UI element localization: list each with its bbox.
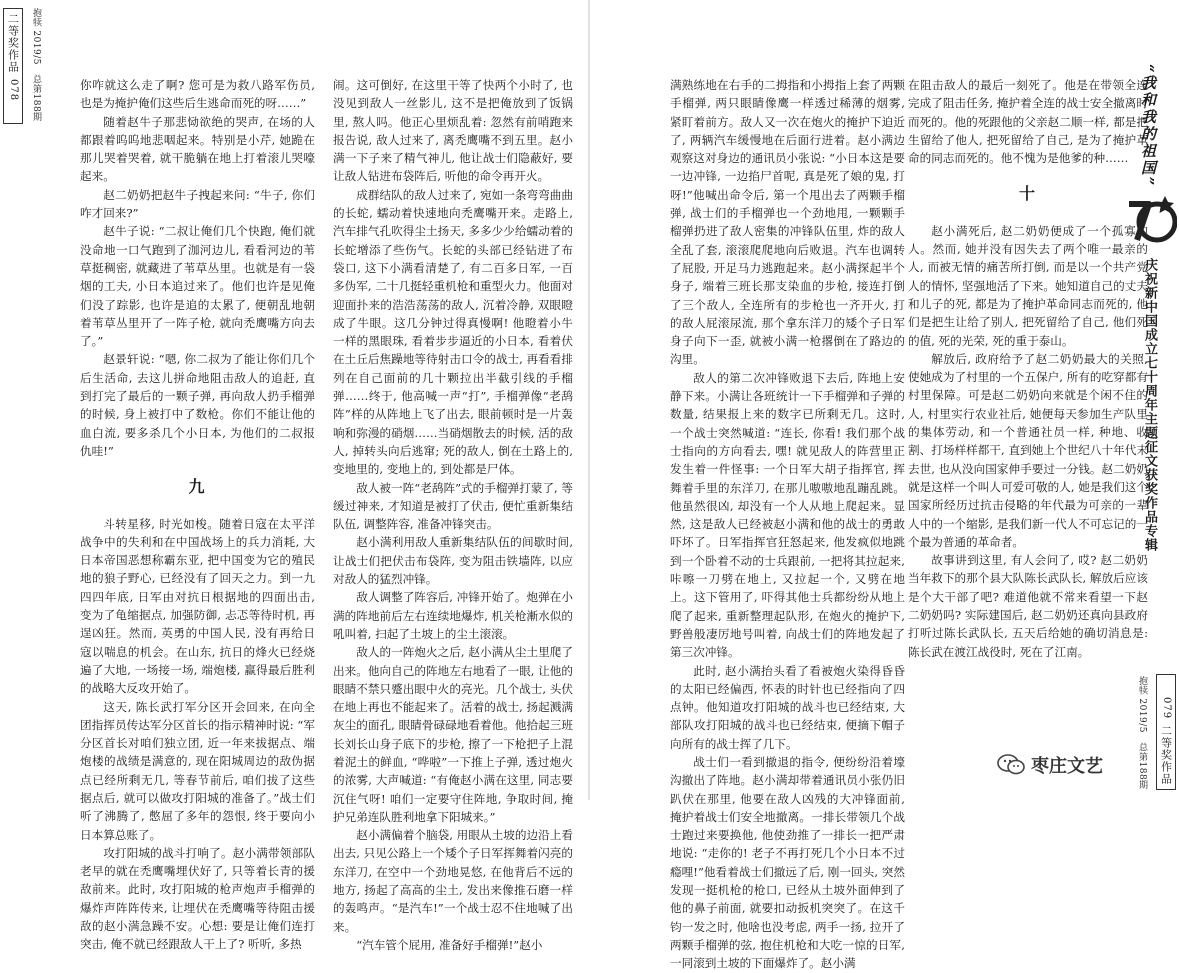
paragraph: 这天, 陈长武打军分区开会回来, 在向全团指挥员传达军分区首长的指示精神时说: “军分区首长对咱们独立团, 近一年来拔据点、端炮楼的战绩是满意的, 现在阳城周边的敌伪据点已经所剩无几, 等春节前后, 咱们拔了这些据点后, 就可以做攻打阳城的准备了。”战士们听了沸腾了, 憋屈了多年的怨恨, 终于要向小日本算总账了。 [80, 699, 315, 842]
paragraph: 战士们一看到撤退的指令, 便纷纷沿着壕沟撤出了阵地。赵小满却带着通讯员小张仍旧趴伏在那里, 他要在敌人凶残的大冲锋面前, 掩护着战士们安全地撤离。一排长带领几个战士跑过来要换他, 他使劲推了一排长一把严肃地说: “走你的! 老子不再打死几个小日本不过瘾哩!”他看着战士们撤远了后, 刚一回头, 突然发现一挺机枪的枪口, 已经从土坡外面伸到了他的鼻子前面, 就要扣动扳机突突了。在这千钧一发之时, 他啥也没考虑, 两手一扬, 拉开了两颗手榴弹的弦, 抱住机枪和大吃一惊的日军, 一同滚到土坡的下面爆炸了。赵小满 [670, 754, 905, 971]
right-page [590, 0, 1179, 971]
seventy-logo-icon [1127, 192, 1177, 248]
paragraph: 赵牛子说: “二叔让俺们几个快跑, 俺们就没命地一口气跑到了泇河边儿, 看看河边的苇草挺稠密, 就藏进了苇草丛里。也就是有一袋烟的工夫, 小日本追过来了。他们也许是见俺们没了踪影, 也许是追的太累了, 便朝乱地朝着苇草丛里开了一阵子枪, 就向禿鹰嘴方向去了。” [80, 224, 315, 349]
paragraph: 攻打阳城的战斗打响了。赵小满带领部队老早的就在禿鹰嘴埋伏好了, 只等着长青的援敌前来。此时, 攻打阳城的枪声炮声手榴弹的爆炸声阵阵传来, 让埋伏在禿鹰嘴等待阻击援敌的赵小满急躁不安。心想: 要是让俺们连打突击, 俺不就已经跟敌人干上了? 听听, 多热 [80, 845, 315, 952]
paragraph: 敌人的第二次冲锋败退下去后, 阵地上安静下来。小满让各班统计一下手榴弹和子弹的数量, 结果报上来的数字已所剩无几。这时, 一个战士突然喊道: “连长, 你看! 我们那个战士指向的方向看去, 嘿! 就见敌人的阵营里正发生着一件怪事: 一个日军大胡子指挥官, 挥舞着手里的东洋刀, 在那儿嗷嗷地乱蹦乱跳。他虽然很凶, 却没有一个人从地上爬起来。显然, 这是敌人已经被赵小满和他的战士的勇敢吓坏了。日军指挥官狂怒起来, 他发疯似地跳到一个卧着不动的士兵跟前, 一把将其拉起来, 咔嚓一刀劈在地上, 又拉起一个, 又劈在地上。这下管用了, 吓得其他士兵都纷纷从地上爬了起来, 重新整理起队形, 在炮火的掩护下, 野兽般凄厉地号叫着, 向战士们的阵地发起了第三次冲锋。 [670, 370, 905, 660]
paragraph: 闹。这可倒好, 在这里干等了快两个小时了, 也没见到敌人一丝影儿, 这不是把俺放到了饭锅里, 熬人吗。他正心里烦乱着: 忽然有前哨跑来报告说, 敌人过来了, 离禿鹰嘴不到五里。赵小满一下子来了精气神儿, 他让战士们隐蔽好, 要让敌人钻进布袋阵后, 听他的命令再开火。 [333, 78, 573, 184]
chapter-heading: 九 [188, 477, 207, 497]
paragraph: 斗转星移, 时光如梭。随着日寇在太平洋战争中的失利和在中国战场上的兵力消耗, 大日本帝国恶想称霸东亚, 把中国变为它的殖民地的狼子野心, 已经没有了回天之力。到一九四四年底, 日军由对抗日根据地的四面出击, 变为了龟缩据点, 加强防御, 忐忑等待时机, 再逞凶狂。然而, 英勇的中国人民, 没有再给日寇以喘息的机会。在山东, 抗日的烽火已经烧遍了大地, 一场接一场, 端炮楼, 赢得最后胜利的战略大反攻开始了。 [80, 516, 315, 696]
paragraph: 赵景轩说: “嗯, 你二叔为了能让你们几个后生活命, 去这儿拼命地阻击敌人的追赶, 直到打完了最后的一颗子弹, 再向敌人扔手榴弹的时候, 身上被打中了数枪。你们不能让他的血白流, 要多杀几个小日本, 为他们的二叔报仇哇!” [80, 352, 315, 458]
chapter-heading: 十 [1018, 184, 1037, 204]
left-column-2 [333, 76, 573, 954]
wechat-icon [997, 754, 1025, 776]
paragraph: 故事讲到这里, 有人会问了, 哎? 赵二奶奶当年救下的那个县大队陈长武队长, 解放后应该是个大干部了吧? 难道他就不常来看望一下赵二奶奶吗? 实际建国后, 赵二奶奶还真向县政府打听过陈长武队长, 五天后给她的确切消息是: 陈长武在渡江战役时, 死在了江南。 [908, 553, 1148, 659]
left-column-1 [80, 76, 315, 954]
left-page [0, 0, 590, 952]
paragraph: 此时, 赵小满抬头看了看被炮火染得昏昏的太阳已经偏西, 怀表的时针也已经指向了四点钟。他知道攻打阳城的战斗也已经结束, 大部队攻打阳城的战斗也已经结束, 便摘下帽子向所有的战士挥了几下。 [670, 663, 905, 751]
emblem-title: 庆祝新中国成立七十周年主题征文获奖作品专辑 [1142, 258, 1157, 552]
right-column-1 [670, 76, 905, 973]
paragraph: 赵小满死后, 赵二奶奶便成了一个孤寡的人。然而, 她并没有因失去了两个唯一最亲的人, 而被无情的痛苦所打倒, 而是以一个共产党人的情怀, 坚强地活了下来。她知道自己的丈夫和儿子的死, 都是为了掩护革命同志而死的, 他们是把生让给了别人, 把死留给了自己, 他们死的值, 死的光荣, 死的重于泰山。 [908, 223, 1148, 348]
emblem-quote: “我和我的祖国” [1139, 64, 1157, 188]
paragraph: 赵二奶奶把赵牛子拽起来问: “牛子, 你们咋才回来?” [80, 187, 315, 221]
paragraph: 满熟练地在右手的二拇指和小拇指上套了两颗手榴弹, 两只眼睛像鹰一样透过稀薄的烟雾, 紧盯着前方。敌人又一次在炮火的掩护下迫近了, 两辆汽车缓慢地在后面行进着。赵小满边观察这对身边的通讯员小张说: “小日本这是要一边冲锋, 一边掐尸首呢, 真是死了娘的鬼, 打呀!”他喊出命令后, 第一个甩出去了两颗手榴弹, 战士们的手榴弹也一个劲地甩, 一颗颗手榴弹扔进了敌人密集的冲锋队伍里, 炸的敌人全乱了套, 滚滚爬爬地向后败退。汽车也调转了屁股, 开足马力逃跑起来。赵小满探起半个身子, 端着三班长那支染血的步枪, 接连打倒了三个敌人, 全连所有的步枪也一齐开火, 打的敌人屁滚尿流, 那个拿东洋刀的矮个子日军身子向下一歪, 就被小满一枪撂倒在了路边的沟里。 [670, 78, 905, 367]
wechat-watermark [991, 750, 1109, 780]
right-column-2 [908, 76, 1148, 661]
tab-label: 二等奖作品 [6, 13, 20, 73]
paragraph: 解放后, 政府给予了赵二奶奶最大的关照, 使她成为了村里的一个五保户, 所有的吃穿都有村里保障。可是赵二奶奶向来就是个闲不住的人, 村里实行农业社后, 她便每天参加生产队里的集体劳动, 和一个普通社员一样, 种地、收割、打场样样都干, 直到她上个世纪八十年代末去世, 也从没向国家伸手要过一分钱。赵二奶奶就是这样一个叫人可爱可敬的人, 她是我们这个国家所经历过抗击侵略的年代最为可亲的一辈人中的一个缩影, 是我们新一代人不可忘记的一个最为普通的革命者。 [908, 351, 1148, 549]
tab-label: 二等奖作品 [1159, 725, 1173, 785]
page-tab-left [3, 8, 23, 124]
page-tab-right [1156, 674, 1176, 790]
issue-meta: 抱犊 2019/5 总第188期 [31, 8, 41, 122]
paragraph: 在阻击敌人的最后一刻死了。他是在带领全连完成了阻击任务, 掩护着全连的战士安全撤离时而死的。他的死跟他的父亲赵二顺一样, 都是把生留给了他人, 把死留给了自己, 是为了掩护革命的同志而死的。他不愧为是他爹的种…… [908, 78, 1148, 166]
paragraph: 敌人的一阵炮火之后, 赵小满从尘土里爬了出来。他向自己的阵地左右地看了一眼, 让他的眼睛不禁只蹙出眼中火的亮光。几个战士, 头伏在地上再也不能起来了。活着的战士, 扬起溅满灰尘的面孔, 眼睛骨碌碌地看着他。他拾起三班长刘长山身子底下的步枪, 擦了一下枪把子上混着泥土的鲜血, “哗啦”一下推上子弹, 透过炮火的浓雾, 大声喊道: “有俺赵小满在这里, 同志要沉住气呀! 咱们一定要守住阵地, 争取时间, 掩护兄弟连队胜利地拿下阳城来。” [333, 645, 573, 824]
page-number: 078 [8, 79, 19, 102]
paragraph: 赵小满偏着个脑袋, 用眼从土坡的边沿上看出去, 只见公路上一个矮个子日军挥舞着闪亮的东洋刀, 在空中一个劲地晃悠, 在他背后不远的地方, 扬起了高高的尘土, 发出来像推石磨一样的轰鸣声。“是汽车!”一个战士忍不住地喊了出来。 [333, 828, 573, 934]
paragraph: “汽车管个屁用, 准备好手榴弹!”赵小 [356, 937, 543, 952]
issue-meta: 抱犊 2019/5 总第188期 [1137, 676, 1147, 790]
paragraph: 你咋就这么走了啊? 您可是为救八路军伤员, 也是为掩护俺们这些后生逃命而死的呀……” [80, 78, 315, 111]
anniversary-emblem [1125, 60, 1179, 560]
paragraph: 随着赵牛子那悲恸欲绝的哭声, 在场的人都跟着呜呜地悲咽起来。特别是小芹, 她跪在那儿哭着哭着, 就干脆躺在地上打着滚儿哭嚎起来。 [80, 114, 315, 184]
page-number: 079 [1161, 696, 1172, 719]
paragraph: 成群结队的敌人过来了, 宛如一条弯弯曲曲的长蛇, 蠕动着快速地向禿鹰嘴开来。走路上, 汽车排气孔吹得尘土扬天, 多多少少给蠕动着的长蛇增添了些伤气。长蛇的头部已经钻进了布袋口, 这下小满看清楚了, 有二百多日军, 一百多伪军, 二十几挺轻重机枪和重型火力。他面对迎面扑来的浩浩荡荡的敌人, 沉着冷静, 双眼瞪成了牛眼。这几分钟过得真慢啊! 他瞪着小牛一样的黑眼珠, 看着步步逼近的小日本, 看着伏在土丘后焦躁地等待射击口令的战士, 再看看排列在自己面前的几十颗拉出半截引线的手榴弹……终于, 他高喊一声“打”, 手榴弹像“老鸹阵”样的从阵地上飞了出去, 眼前顿时是一片轰响和弥漫的硝烟……当硝烟散去的时候, 活的敌人, 掉转头向后逃窜; 死的敌人, 倒在土路上的, 变地里的, 变地上的, 到处都是尸体。 [333, 187, 573, 477]
paragraph: 敌人调整了阵容后, 冲锋开始了。炮弹在小满的阵地前后左右连续地爆炸, 机关枪漸水似的吼叫着, 扫起了土坡上的尘土滚滚。 [333, 590, 573, 641]
paragraph: 敌人被一阵“老鸹阵”式的手榴弹打蒙了, 等缓过神来, 才知道是被打了伏击, 便忙重新集结队伍, 调整阵容, 准备冲锋突击。 [333, 480, 573, 532]
paragraph: 赵小满利用敌人重新集结队伍的间歇时间, 让战士们把伏击布袋阵, 变为阻击铁墙阵, 以应对敌人的猛烈冲锋。 [333, 535, 573, 587]
watermark-text: 枣庄文艺 [1031, 756, 1103, 777]
